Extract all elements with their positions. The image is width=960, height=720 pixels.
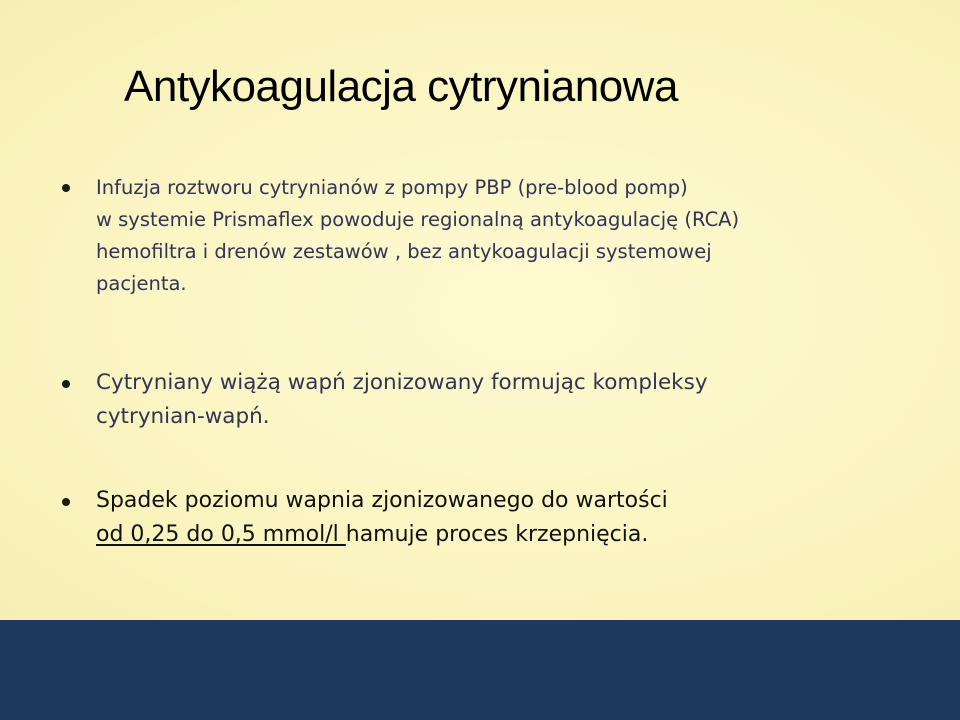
bullet-1-line-1: Infuzja roztworu cytrynianów z pompy PBP (pre-blood pomp): [96, 176, 688, 199]
bullet-item-2: [62, 366, 922, 434]
bullet-3-underlined-range: od 0,25 do 0,5 mmol/l: [96, 522, 346, 547]
bullet-3-rest: hamuje proces krzepnięcia.: [345, 522, 649, 547]
bullet-2-line-2: cytrynian-wapń.: [96, 404, 270, 429]
bullet-dot-icon: [62, 184, 70, 192]
bullet-2-line-1: Cytryniany wiążą wapń zjonizowany formując kompleksy: [96, 370, 708, 395]
bullet-dot-icon: [62, 380, 70, 388]
bullet-1-line-4: pacjenta.: [96, 272, 187, 295]
bullet-text-2: [96, 366, 922, 434]
bullet-item-3: [62, 484, 922, 552]
footer-bar: [0, 620, 960, 720]
bullet-1-line-3: hemofiltra i drenów zestawów , bez antykoagulacji systemowej: [96, 240, 712, 263]
slide-title: Antykoagulacja cytrynianowa: [124, 62, 678, 111]
bullet-text-3: [96, 484, 922, 552]
bullet-item-1: [62, 172, 922, 300]
bullet-3-line-1: Spadek poziomu wapnia zjonizowanego do wartości: [96, 488, 668, 513]
bullet-dot-icon: [62, 498, 70, 506]
bullet-text-1: [96, 172, 922, 300]
bullet-1-line-2: w systemie Prismaflex powoduje regionalną antykoagulację (RCA): [96, 208, 740, 231]
